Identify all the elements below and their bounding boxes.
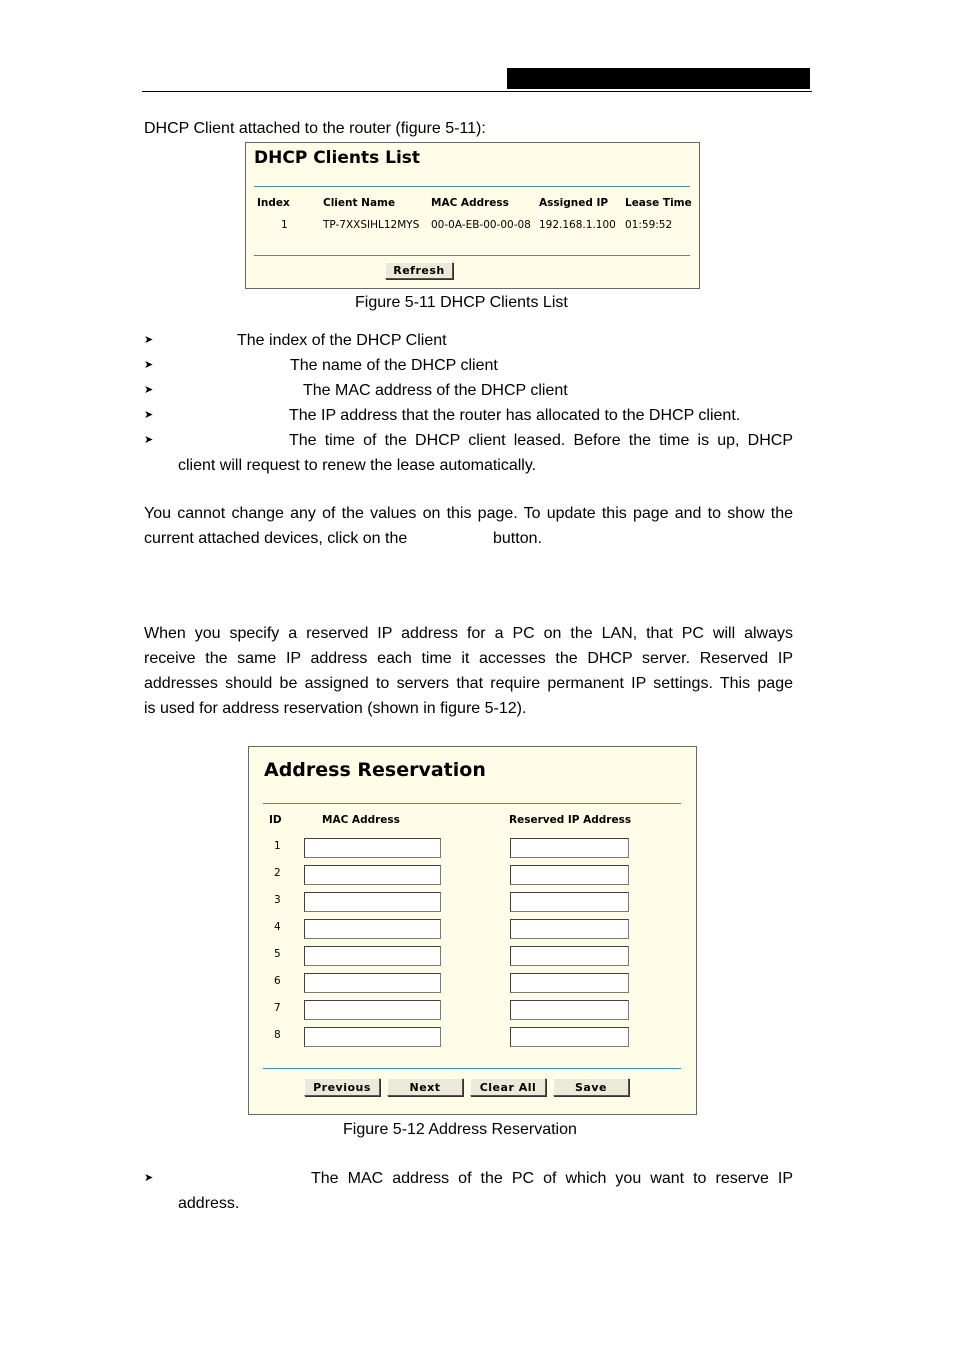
mac-address-input[interactable] <box>304 1000 441 1020</box>
mac-address-input[interactable] <box>304 892 441 912</box>
col-header-reserved-ip: Reserved IP Address <box>509 814 632 826</box>
para1-line2: current attached devices, click on the <box>144 530 408 547</box>
panel-rule-bottom <box>254 255 690 256</box>
bullet-arrow-icon: ➤ <box>144 1172 154 1184</box>
bullet-arrow-icon: ➤ <box>144 359 154 371</box>
table-row-client-name: TP-7XXSIHL12MYS <box>323 219 420 231</box>
col-header-id: ID <box>269 814 282 826</box>
bullet-client-name-text: The name of the DHCP client <box>290 357 498 374</box>
para1-line2-end: button. <box>493 530 542 547</box>
intro-text: DHCP Client attached to the router (figure 5-11): <box>144 120 486 137</box>
reserved-ip-input[interactable] <box>510 919 629 939</box>
col-header-lease-time: Lease Time <box>625 197 692 209</box>
mac-address-input[interactable] <box>304 1027 441 1047</box>
row-id: 1 <box>274 840 281 852</box>
figure-5-12-caption: Figure 5-12 Address Reservation <box>343 1121 577 1138</box>
col-header-mac: MAC Address <box>431 197 509 209</box>
para2-line2: receive the same IP address each time it accesses the DHCP server. Reserved IP <box>144 650 793 667</box>
row-id: 2 <box>274 867 281 879</box>
table-row-lease: 01:59:52 <box>625 219 673 231</box>
dhcp-clients-panel <box>245 142 700 289</box>
panel-title: Address Reservation <box>264 759 486 781</box>
address-reservation-panel <box>248 746 697 1115</box>
bullet-mac-reserve-text-cont: address. <box>178 1195 240 1212</box>
bullet-arrow-icon: ➤ <box>144 334 154 346</box>
row-id: 5 <box>274 948 281 960</box>
para2-line3: addresses should be assigned to servers that require permanent IP settings. This page <box>144 675 793 692</box>
panel-rule-top <box>254 186 690 187</box>
panel-rule-bottom <box>263 1068 681 1069</box>
bullet-lease-text: The time of the DHCP client leased. Before the time is up, DHCP <box>289 432 793 449</box>
row-id: 6 <box>274 975 281 987</box>
mac-address-input[interactable] <box>304 919 441 939</box>
header-bar <box>507 68 810 89</box>
reserved-ip-input[interactable] <box>510 973 629 993</box>
reserved-ip-input[interactable] <box>510 946 629 966</box>
row-id: 3 <box>274 894 281 906</box>
col-header-mac: MAC Address <box>322 814 400 826</box>
col-header-client-name: Client Name <box>323 197 396 209</box>
bullet-assigned-ip-text: The IP address that the router has allocated to the DHCP client. <box>289 407 741 424</box>
reserved-ip-input[interactable] <box>510 865 629 885</box>
bullet-mac-text: The MAC address of the DHCP client <box>303 382 568 399</box>
reserved-ip-input[interactable] <box>510 892 629 912</box>
reserved-ip-input[interactable] <box>510 838 629 858</box>
col-header-assigned-ip: Assigned IP <box>539 197 609 209</box>
row-id: 4 <box>274 921 281 933</box>
mac-address-input[interactable] <box>304 946 441 966</box>
row-id: 7 <box>274 1002 281 1014</box>
next-button[interactable]: Next <box>387 1078 463 1096</box>
save-button[interactable]: Save <box>553 1078 629 1096</box>
header-rule <box>142 91 812 92</box>
mac-address-input[interactable] <box>304 865 441 885</box>
bullet-lease-text-cont: client will request to renew the lease automatically. <box>178 457 537 474</box>
para2-line1: When you specify a reserved IP address for a PC on the LAN, that PC will always <box>144 625 793 642</box>
reserved-ip-input[interactable] <box>510 1000 629 1020</box>
mac-address-input[interactable] <box>304 973 441 993</box>
reserved-ip-input[interactable] <box>510 1027 629 1047</box>
figure-5-11-caption: Figure 5-11 DHCP Clients List <box>355 294 568 311</box>
bullet-index-text: The index of the DHCP Client <box>237 332 447 349</box>
table-row-index: 1 <box>281 219 288 231</box>
row-id: 8 <box>274 1029 281 1041</box>
panel-title: DHCP Clients List <box>254 148 421 168</box>
bullet-mac-reserve-text: The MAC address of the PC of which you want to reserve IP <box>311 1170 793 1187</box>
panel-rule-top <box>263 803 681 804</box>
bullet-arrow-icon: ➤ <box>144 409 154 421</box>
table-row-ip: 192.168.1.100 <box>539 219 616 231</box>
clear-all-button[interactable]: Clear All <box>470 1078 546 1096</box>
previous-button[interactable]: Previous <box>304 1078 380 1096</box>
bullet-arrow-icon: ➤ <box>144 434 154 446</box>
para1-line1: You cannot change any of the values on this page. To update this page and to show the <box>144 505 793 522</box>
bullet-arrow-icon: ➤ <box>144 384 154 396</box>
para2-line4: is used for address reservation (shown in figure 5-12). <box>144 700 527 717</box>
refresh-button[interactable]: Refresh <box>385 262 453 279</box>
col-header-index: Index <box>257 197 290 209</box>
mac-address-input[interactable] <box>304 838 441 858</box>
table-row-mac: 00-0A-EB-00-00-08 <box>431 219 531 231</box>
